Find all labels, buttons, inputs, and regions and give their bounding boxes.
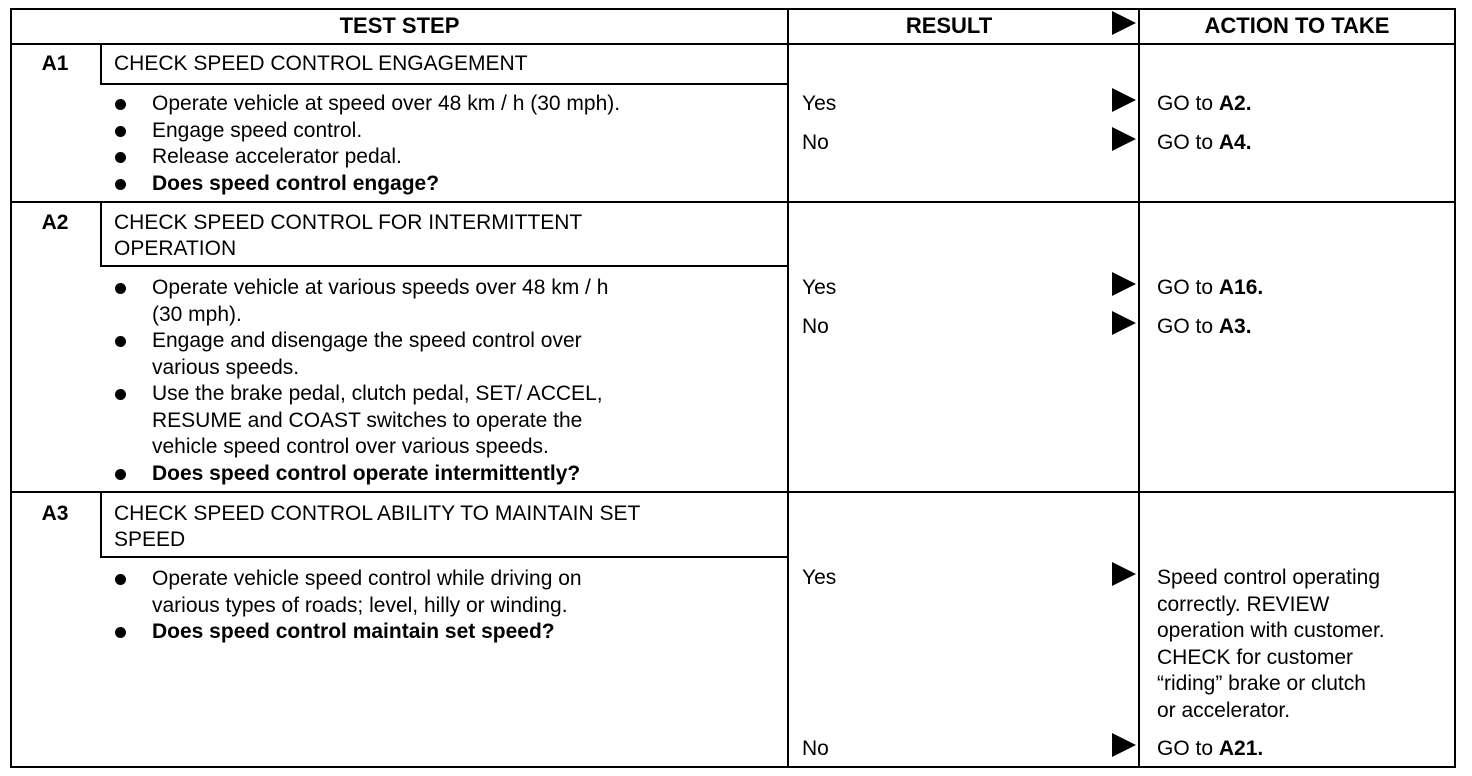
column-divider-action — [1138, 8, 1140, 768]
a2-id-divider — [100, 201, 102, 267]
row-divider-a1-a2 — [10, 201, 1456, 203]
table-border-bottom — [10, 766, 1456, 768]
step-question-a2: Does speed control operate intermittently? — [112, 461, 608, 488]
action-a2-yes: GO to A16. — [1157, 276, 1264, 299]
step-instructions-a3 — [112, 566, 582, 646]
list-item: Release accelerator pedal. — [112, 144, 620, 171]
a2-title-underline — [100, 265, 788, 267]
list-item: Engage speed control. — [112, 118, 620, 145]
header-action: ACTION TO TAKE — [1204, 13, 1390, 38]
step-question-a1: Does speed control engage? — [112, 171, 620, 198]
table-border-left — [10, 8, 12, 768]
result-arrow-icon — [1112, 88, 1136, 112]
a1-title-underline — [100, 83, 788, 85]
list-item: Engage and disengage the speed control over various speeds. — [112, 328, 608, 381]
step-title-a1: CHECK SPEED CONTROL ENGAGEMENT — [114, 52, 528, 75]
header-test-step: TEST STEP — [339, 13, 460, 38]
result-a1-yes: Yes — [802, 92, 837, 115]
result-arrow-icon — [1112, 311, 1136, 335]
list-item: Operate vehicle speed control while driving on various types of roads; level, hilly or winding. — [112, 566, 582, 619]
list-item: Operate vehicle at speed over 48 km / h (30 mph). — [112, 91, 620, 118]
list-item: Operate vehicle at various speeds over 48 km / h (30 mph). — [112, 275, 608, 328]
result-a2-yes: Yes — [802, 276, 837, 299]
action-a3-yes: Speed control operating correctly. REVIEW operation with customer. CHECK for customer “riding” brake or clutch or accelerator. — [1157, 566, 1385, 722]
a3-title-underline — [100, 556, 788, 558]
header-arrow-icon — [1112, 11, 1136, 35]
header-divider — [10, 43, 1456, 45]
step-instructions-a2 — [112, 275, 608, 487]
action-a2-no: GO to A3. — [1157, 315, 1252, 338]
result-arrow-icon — [1112, 733, 1136, 757]
action-a3-no: GO to A21. — [1157, 737, 1264, 760]
result-arrow-icon — [1112, 272, 1136, 296]
result-a1-no: No — [802, 131, 829, 154]
result-a2-no: No — [802, 315, 829, 338]
step-title-a2: CHECK SPEED CONTROL FOR INTERMITTENT OPERATION — [114, 211, 583, 260]
row-divider-a2-a3 — [10, 491, 1456, 493]
step-id-a2: A2 — [41, 211, 69, 234]
list-item: Use the brake pedal, clutch pedal, SET/ ACCEL, RESUME and COAST switches to operate the vehicle speed control over various speeds. — [112, 381, 608, 461]
step-instructions-a1 — [112, 91, 620, 197]
action-a1-yes: GO to A2. — [1157, 92, 1252, 115]
result-arrow-icon — [1112, 127, 1136, 151]
result-arrow-icon — [1112, 562, 1136, 586]
step-question-a3: Does speed control maintain set speed? — [112, 619, 582, 646]
a1-id-divider — [100, 43, 102, 84]
result-a3-no: No — [802, 737, 829, 760]
header-result: RESULT — [905, 13, 993, 38]
action-a1-no: GO to A4. — [1157, 131, 1252, 154]
table-border-right — [1454, 8, 1456, 768]
column-divider-result — [787, 8, 789, 768]
step-title-a3: CHECK SPEED CONTROL ABILITY TO MAINTAIN SET SPEED — [114, 502, 641, 551]
step-id-a1: A1 — [41, 52, 69, 75]
step-id-a3: A3 — [41, 502, 69, 525]
a3-id-divider — [100, 491, 102, 557]
result-a3-yes: Yes — [802, 566, 837, 589]
